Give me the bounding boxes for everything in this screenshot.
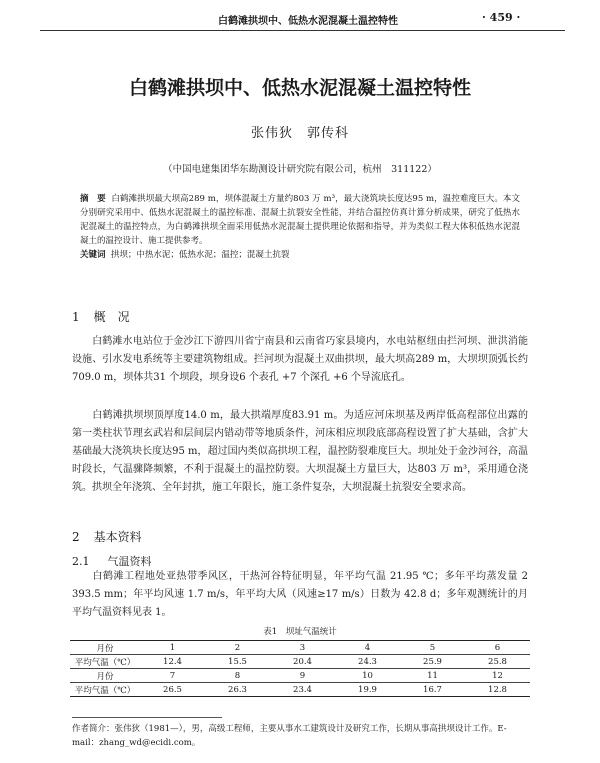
subsection-heading-2-1: 2.1 气温资料: [72, 555, 152, 568]
header-rule: [40, 30, 565, 31]
temp-label: 平均气温（℃）: [70, 655, 140, 669]
keywords-label: 关键词: [80, 250, 106, 260]
footnote-rule: [72, 717, 222, 718]
abstract-label: 摘 要: [80, 194, 106, 204]
section-heading-2: 2 基本资料: [72, 530, 142, 544]
paper-title: 白鹤滩拱坝中、低热水泥混凝土温控特性: [128, 77, 471, 99]
authors: 张伟狄 郭传科: [250, 126, 349, 141]
month-label: 月份: [70, 669, 140, 683]
author-footnote: 作者简介：张伟狄（1981—），男，高级工程师，主要从事水工建筑设计及研究工作，长期从事高拱坝设计工作。E-mail：zhang_wd@ecidi.com。: [72, 724, 507, 748]
table-row: 月份 1 2 3 4 5 6: [70, 641, 530, 655]
temperature-table: [70, 640, 530, 697]
section1-paragraph-2: 白鹤滩拱坝坝顶厚度14.0 m，最大拱端厚度83.91 m。为适应河床坝基及两岸低高程部位出露的第一类柱状节理玄武岩和层间层内错动带等地质条件，河床相应坝段底部高程设置了扩大基础，含扩大基础最大浇筑块长度达95 m，超过国内类似高拱坝工程，温控防裂难度巨大。坝址处于金沙河谷，高温时段长，气温骤降频繁，不利于混凝土的温控防裂。大坝混凝土方量巨大，达803 万 m³，采用通仓浇筑。拱坝全年浇筑、全年封拱，施工年限长，施工条件复杂，大坝混凝土抗裂安全要求高。: [72, 410, 528, 493]
running-title: 白鹤滩拱坝中、低热水泥混凝土温控特性: [218, 16, 398, 27]
table-row: 平均气温（℃） 26.5 26.3 23.4 19.9 16.7 12.8: [70, 683, 530, 697]
table-row: 月份 7 8 9 10 11 12: [70, 669, 530, 683]
affiliation: （中国电建集团华东勘测设计研究院有限公司，杭州 311122）: [163, 164, 437, 175]
month-label: 月份: [70, 641, 140, 655]
table-caption: 表1 坝址气温统计: [263, 627, 337, 637]
section2-paragraph-1: 白鹤滩工程地处亚热带季风区，干热河谷特征明显，年平均气温 21.95 ℃；多年平均蒸发量 2 393.5 mm；年平均风速 1.7 m/s，年平均大风（风速≥17 m/s）日数为 42.8 d；多年观测统计的月平均气温资料见表 1。: [72, 571, 528, 618]
temp-label: 平均气温（℃）: [70, 683, 140, 697]
section1-paragraph-1: 白鹤滩水电站位于金沙江下游四川省宁南县和云南省巧家县境内，水电站枢纽由拦河坝、泄洪消能设施、引水发电系统等主要建筑物组成。拦河坝为混凝土双曲拱坝，最大坝高289 m，大坝坝顶弧长约709.0 m，坝体共31 个坝段，坝身设6 个表孔 +7 个深孔 +6 个导流底孔。: [72, 336, 528, 383]
running-header: [0, 0, 600, 32]
section-heading-1: 1 概 况: [72, 310, 130, 324]
keywords: 拱坝；中热水泥；低热水泥；温控；混凝土抗裂: [110, 250, 290, 260]
table-row: 平均气温（℃） 12.4 15.5 20.4 24.3 25.9 25.8: [70, 655, 530, 669]
page-number: · 459 ·: [482, 11, 521, 24]
abstract-block: [80, 192, 520, 262]
abstract-text: 白鹤滩拱坝最大坝高289 m，坝体混凝土方量约803 万 m³，最大浇筑块长度达95 m，温控难度巨大。本文分别研究采用中、低热水泥混凝土的温控标准、混凝土抗裂安全性能，并结合温控仿真计算分析成果，研究了低热水泥混凝土的温控特点，为白鹤滩拱坝全面采用低热水泥混凝土提供理论依据和指导，并为类似工程大体积低热水泥混凝土的温控设计、施工提供参考。: [80, 194, 520, 246]
